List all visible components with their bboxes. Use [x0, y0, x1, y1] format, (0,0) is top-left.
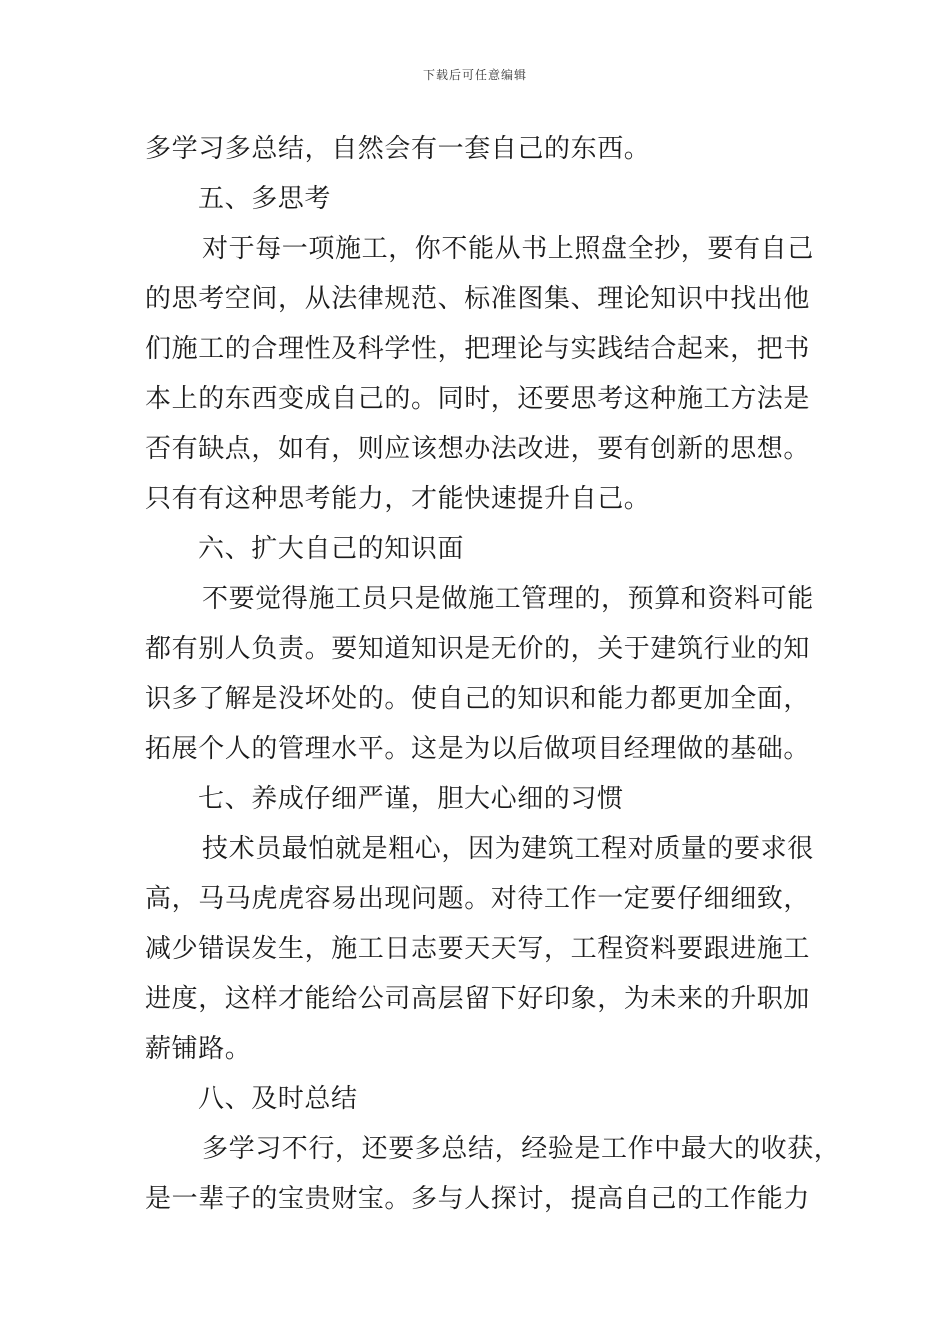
- section-heading: 八、及时总结: [198, 1084, 358, 1114]
- paragraph-line: 高，马马虎虎容易出现问题。对待工作一定要仔细细致，: [145, 884, 811, 914]
- paragraph-line: 拓展个人的管理水平。这是为以后做项目经理做的基础。: [145, 734, 811, 764]
- paragraph-line: 多学习不行，还要多总结，经验是工作中最大的收获，: [202, 1134, 841, 1164]
- paragraph-line: 的思考空间，从法律规范、标准图集、理论知识中找出他: [145, 284, 811, 314]
- paragraph-line: 减少错误发生，施工日志要天天写，工程资料要跟进施工: [145, 934, 811, 964]
- header-note: 下载后可任意编辑: [422, 68, 527, 82]
- paragraph-line: 多学习多总结，自然会有一套自己的东西。: [145, 134, 651, 164]
- section-heading: 五、多思考: [198, 184, 332, 214]
- paragraph-line: 们施工的合理性及科学性，把理论与实践结合起来，把书: [145, 334, 811, 364]
- paragraph-line: 否有缺点，如有，则应该想办法改进，要有创新的思想。: [145, 434, 811, 464]
- paragraph-line: 只有有这种思考能力，才能快速提升自己。: [145, 484, 651, 514]
- paragraph-line: 识多了解是没坏处的。使自己的知识和能力都更加全面，: [145, 684, 811, 714]
- paragraph-line: 是一辈子的宝贵财宝。多与人探讨，提高自己的工作能力: [145, 1184, 811, 1214]
- paragraph-line: 对于每一项施工，你不能从书上照盘全抄，要有自己: [202, 234, 814, 264]
- paragraph-line: 本上的东西变成自己的。同时，还要思考这种施工方法是: [145, 384, 811, 414]
- paragraph-line: 技术员最怕就是粗心，因为建筑工程对质量的要求很: [202, 834, 814, 864]
- section-heading: 六、扩大自己的知识面: [198, 534, 465, 564]
- paragraph-line: 都有别人负责。要知道知识是无价的，关于建筑行业的知: [145, 634, 811, 664]
- paragraph-line: 不要觉得施工员只是做施工管理的，预算和资料可能: [202, 584, 814, 614]
- paragraph-line: 进度，这样才能给公司高层留下好印象，为未来的升职加: [145, 984, 811, 1014]
- paragraph-line: 薪铺路。: [145, 1034, 252, 1064]
- section-heading: 七、养成仔细严谨，胆大心细的习惯: [198, 784, 624, 814]
